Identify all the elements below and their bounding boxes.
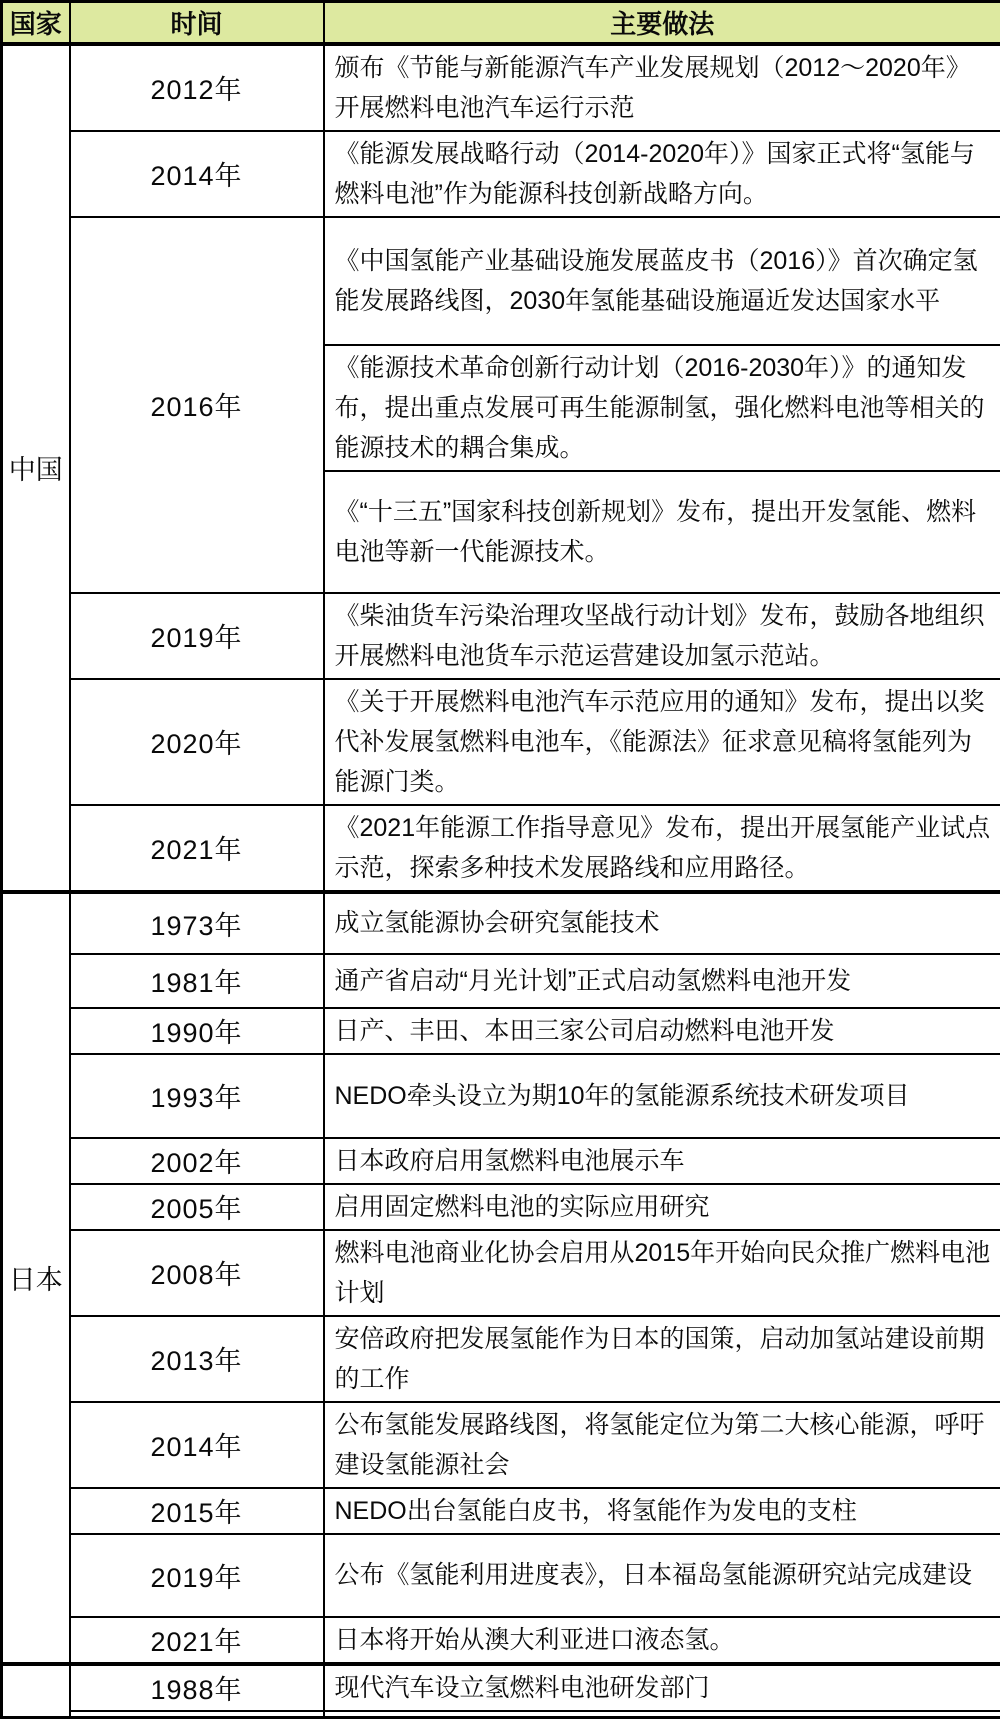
action-cell: 《关于开展燃料电池汽车示范应用的通知》发布，提出以奖代补发展氢燃料电池车，《能源法》征求意见稿将氢能列为能源门类。 [324,679,1000,805]
table-body [2,44,1000,1718]
year-cell [70,1711,324,1718]
year-cell: 1993年 [70,1054,324,1138]
action-cell [324,1711,1000,1718]
table-row [2,217,1000,345]
table-row [2,679,1000,805]
year-cell: 1981年 [70,954,324,1008]
action-cell: 燃料电池商业化协会启用从2015年开始向民众推广燃料电池计划 [324,1230,1000,1316]
action-cell: NEDO出台氢能白皮书，将氢能作为发电的支柱 [324,1488,1000,1534]
year-cell: 1988年 [70,1664,324,1711]
year-cell: 2013年 [70,1316,324,1402]
action-cell: 《“十三五”国家科技创新规划》发布，提出开发氢能、燃料电池等新一代能源技术。 [324,471,1000,593]
header-action: 主要做法 [324,2,1000,44]
table-row [2,1402,1000,1488]
year-cell: 2019年 [70,1534,324,1617]
action-cell: 日本将开始从澳大利亚进口液态氢。 [324,1617,1000,1664]
table-row [2,1230,1000,1316]
action-cell: 成立氢能源协会研究氢能技术 [324,892,1000,954]
year-cell: 1973年 [70,892,324,954]
table-row [2,593,1000,679]
action-cell: 《能源技术革命创新行动计划（2016-2030年）》的通知发布，提出重点发展可再生能源制氢，强化燃料电池等相关的能源技术的耦合集成。 [324,345,1000,471]
table-row [2,131,1000,217]
year-cell: 2019年 [70,593,324,679]
action-cell: 《柴油货车污染治理攻坚战行动计划》发布，鼓励各地组织开展燃料电池货车示范运营建设加氢示范站。 [324,593,1000,679]
action-cell: 颁布《节能与新能源汽车产业发展规划（2012～2020年》开展燃料电池汽车运行示范 [324,44,1000,131]
header-time: 时间 [70,2,324,44]
table-row [2,1184,1000,1230]
year-cell: 1990年 [70,1008,324,1054]
year-cell: 2021年 [70,805,324,892]
table-row [2,1534,1000,1617]
action-cell: 日本政府启用氢燃料电池展示车 [324,1138,1000,1184]
year-cell: 2014年 [70,1402,324,1488]
action-cell: 启用固定燃料电池的实际应用研究 [324,1184,1000,1230]
action-cell: 《2021年能源工作指导意见》发布，提出开展氢能产业试点示范，探索多种技术发展路线和应用路径。 [324,805,1000,892]
action-cell: 安倍政府把发展氢能作为日本的国策，启动加氢站建设前期的工作 [324,1316,1000,1402]
table-row [2,1488,1000,1534]
action-cell: 现代汽车设立氢燃料电池研发部门 [324,1664,1000,1711]
header-row [2,2,1000,44]
table-row [2,1316,1000,1402]
table-row [2,1008,1000,1054]
year-cell: 2015年 [70,1488,324,1534]
year-cell: 2012年 [70,44,324,131]
action-cell: 公布《氢能利用进度表》，日本福岛氢能源研究站完成建设 [324,1534,1000,1617]
year-cell: 2021年 [70,1617,324,1664]
action-cell: NEDO牵头设立为期10年的氢能源系统技术研发项目 [324,1054,1000,1138]
table-row [2,805,1000,892]
year-cell: 2002年 [70,1138,324,1184]
year-cell: 2014年 [70,131,324,217]
action-cell: 通产省启动“月光计划”正式启动氢燃料电池开发 [324,954,1000,1008]
year-cell: 2005年 [70,1184,324,1230]
table-row [2,1138,1000,1184]
table-row [2,892,1000,954]
action-cell: 《能源发展战略行动（2014-2020年）》国家正式将“氢能与燃料电池”作为能源科技创新战略方向。 [324,131,1000,217]
year-cell: 2008年 [70,1230,324,1316]
table-row [2,44,1000,131]
table-row [2,954,1000,1008]
year-cell: 2016年 [70,217,324,593]
table-row-partial [2,1711,1000,1718]
header-country: 国家 [2,2,70,44]
action-cell: 公布氢能发展路线图，将氢能定位为第二大核心能源，呼吁建设氢能源社会 [324,1402,1000,1488]
action-cell: 日产、丰田、本田三家公司启动燃料电池开发 [324,1008,1000,1054]
table-row [2,1054,1000,1138]
table-header [2,2,1000,44]
year-cell: 2020年 [70,679,324,805]
country-cell [2,1664,70,1718]
action-cell: 《中国氢能产业基础设施发展蓝皮书（2016）》首次确定氢能发展路线图，2030年氢能基础设施逼近发达国家水平 [324,217,1000,345]
country-cell: 中国 [2,44,70,892]
country-cell: 日本 [2,892,70,1664]
table-row [2,1664,1000,1711]
table-row [2,1617,1000,1664]
